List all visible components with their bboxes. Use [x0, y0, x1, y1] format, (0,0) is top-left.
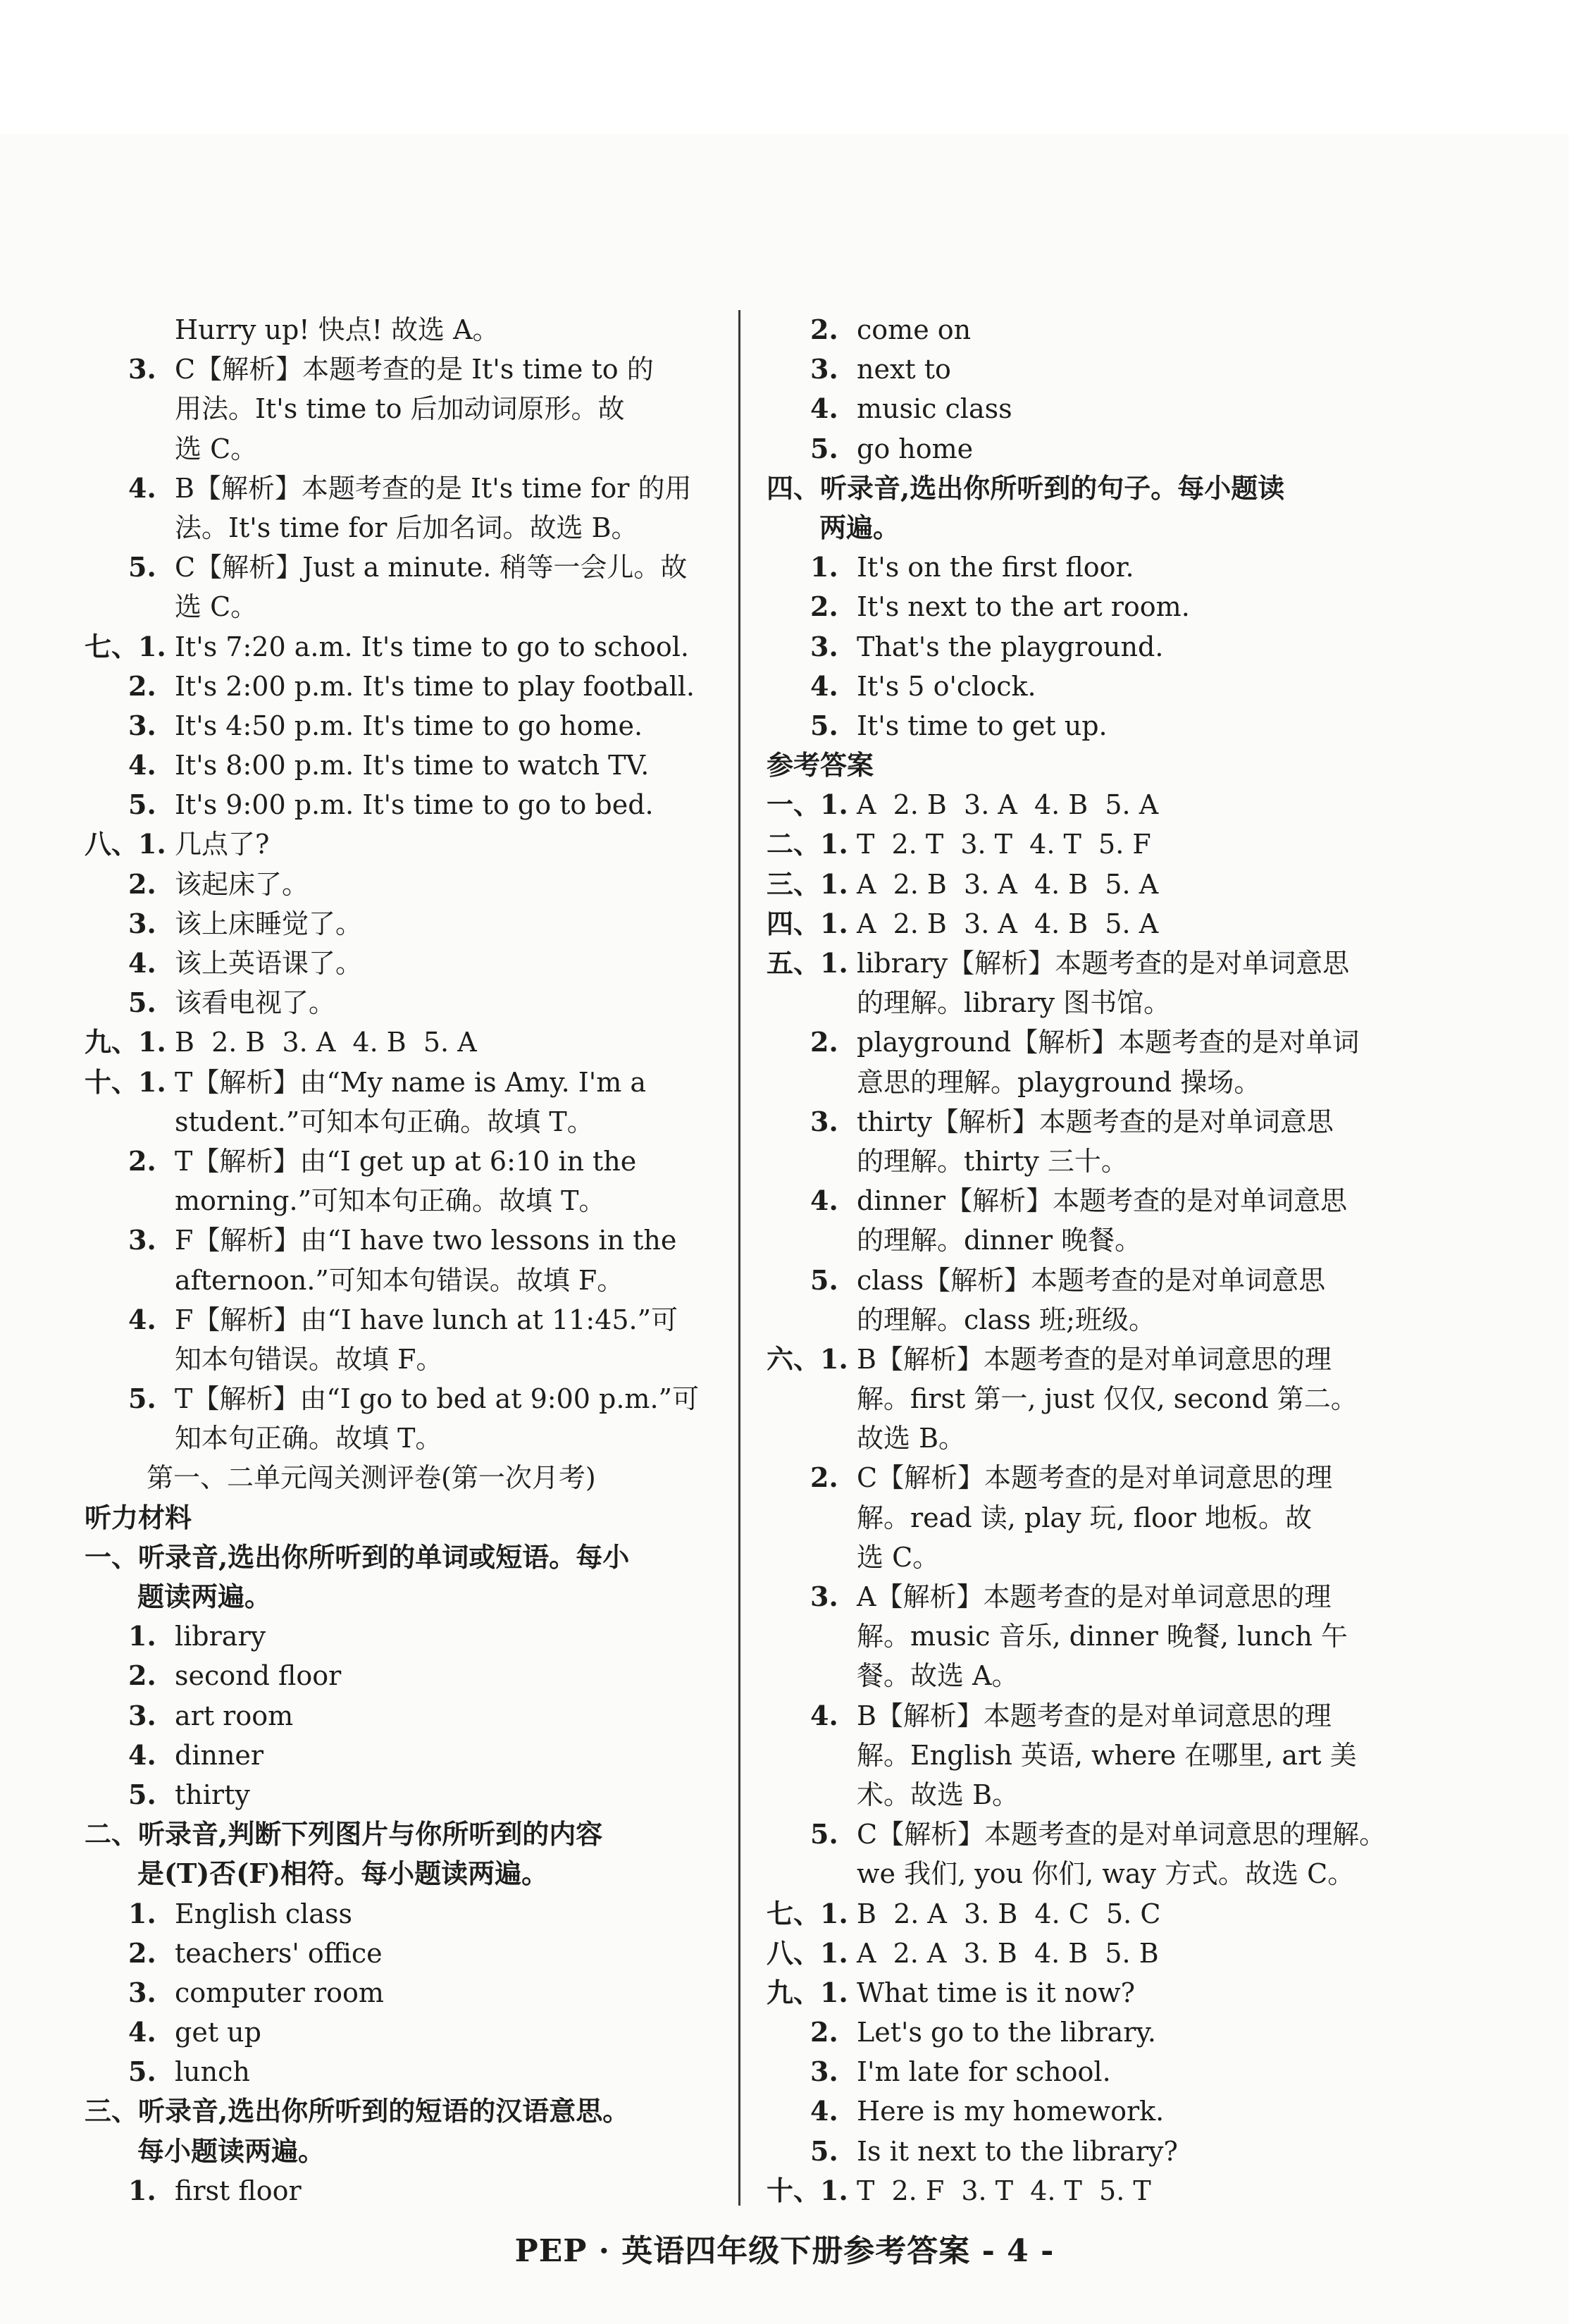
answer-line [767, 865, 1401, 904]
column-divider [738, 310, 740, 2206]
line-text: 一、听录音,选出你所听到的单词或短语。每小 [85, 1540, 630, 1573]
item-number: 4. [810, 393, 838, 425]
line-text: morning.”可知本句正确。故填 T。 [175, 1185, 606, 1217]
item-number: 十、1. [767, 2174, 848, 2206]
line-text: class【解析】本题考查的是对单词意思 [857, 1264, 1326, 1296]
line-text: 该起床了。 [175, 868, 309, 900]
answer-line [85, 904, 719, 944]
item-number: 3. [810, 1105, 838, 1137]
answer-line [85, 1418, 719, 1458]
item-number: 1. [810, 551, 838, 583]
item-number: 2. [810, 314, 838, 345]
item-number: 5. [128, 789, 156, 821]
section-heading [85, 2091, 719, 2131]
item-number: 1. [128, 1620, 156, 1652]
line-text: B【解析】本题考查的是对单词意思的理 [857, 1343, 1332, 1375]
line-text: C【解析】本题考查的是对单词意思的理 [857, 1462, 1333, 1494]
answer-line [85, 824, 719, 864]
line-text: 术。故选 B。 [857, 1779, 1019, 1810]
answer-line [85, 944, 719, 983]
item-number: 2. [810, 2016, 838, 2048]
answer-line [85, 785, 719, 824]
answer-line [767, 667, 1401, 706]
answer-line [767, 1934, 1401, 1973]
answer-line [85, 1894, 719, 1934]
answer-line [767, 785, 1401, 824]
item-number: 八、1. [85, 828, 166, 860]
item-number: 5. [810, 709, 838, 741]
line-text: 的理解。dinner 晚餐。 [857, 1225, 1142, 1256]
item-number: 4. [810, 2095, 838, 2127]
item-number: 2. [128, 669, 156, 702]
line-text: Hurry up! 快点! 故选 A。 [175, 314, 500, 345]
line-text: 三、听录音,选出你所听到的短语的汉语意思。 [85, 2095, 630, 2127]
answer-line [85, 1220, 719, 1260]
answer-line [767, 983, 1401, 1022]
item-number: 5. [810, 2134, 838, 2167]
answer-line [767, 1498, 1401, 1538]
answer-line [85, 1181, 719, 1220]
item-number: 2. [128, 867, 156, 900]
line-text: 的理解。library 图书馆。 [857, 987, 1171, 1019]
line-text: 选 C。 [175, 591, 258, 623]
answer-line [767, 1181, 1401, 1220]
item-number: 4. [128, 947, 156, 979]
line-text: C【解析】本题考查的是 It's time to 的 [175, 354, 654, 385]
item-number: 十、1. [85, 1065, 166, 1098]
line-text: Here is my homework. [857, 2096, 1165, 2127]
line-text: That's the playground. [857, 631, 1164, 662]
item-number: 3. [810, 353, 838, 385]
answer-line [767, 1577, 1401, 1617]
item-number: 2. [128, 1936, 156, 1969]
item-number: 七、1. [767, 1897, 848, 1929]
line-text: 解。music 音乐, dinner 晚餐, lunch 午 [857, 1621, 1348, 1652]
line-text: It's time to get up. [857, 710, 1108, 741]
line-text: I'm late for school. [857, 2056, 1111, 2088]
answer-line [85, 983, 719, 1022]
answer-line [767, 587, 1401, 626]
section-heading [767, 508, 1401, 548]
item-number: 六、1. [767, 1342, 848, 1375]
answer-line [85, 1340, 719, 1379]
item-number: 七、1. [85, 630, 166, 662]
item-number: 5. [128, 1383, 156, 1415]
line-text: It's 9:00 p.m. It's time to go to bed. [175, 789, 654, 821]
answer-line [767, 1102, 1401, 1142]
line-text: T【解析】由“I go to bed at 9:00 p.m.”可 [175, 1383, 699, 1415]
line-text: Is it next to the library? [857, 2135, 1178, 2167]
line-text: A 2. B 3. A 4. B 5. A [857, 908, 1159, 939]
line-text: playground【解析】本题考查的是对单词 [857, 1027, 1360, 1058]
answer-line [85, 2171, 719, 2211]
answer-line [85, 587, 719, 626]
item-number: 1. [128, 2174, 156, 2206]
line-text: student.”可知本句正确。故填 T。 [175, 1106, 594, 1137]
line-text: library【解析】本题考查的是对单词意思 [857, 948, 1350, 979]
line-text: A 2. A 3. B 4. B 5. B [857, 1937, 1159, 1969]
item-number: 3. [128, 1699, 156, 1731]
line-text: first floor [175, 2175, 302, 2206]
line-text: 几点了? [175, 829, 270, 860]
line-text: 二、听录音,判断下列图片与你所听到的内容 [85, 1818, 603, 1850]
answer-line [85, 706, 719, 746]
item-number: 1. [128, 1897, 156, 1929]
item-number: 八、1. [767, 1936, 848, 1969]
answer-line [85, 1775, 719, 1815]
item-number: 4. [128, 1738, 156, 1771]
item-number: 4. [810, 1185, 838, 1217]
item-number: 5. [128, 1778, 156, 1810]
answer-line [767, 2052, 1401, 2091]
item-number: 3. [810, 2056, 838, 2088]
answer-line [85, 1696, 719, 1736]
line-text: go home [857, 433, 974, 464]
line-text: lunch [175, 2056, 250, 2088]
line-text: What time is it now? [857, 1977, 1136, 2008]
answer-line [767, 824, 1401, 864]
line-text: 解。English 英语, where 在哪里, art 美 [857, 1739, 1357, 1771]
item-number: 3. [128, 1224, 156, 1256]
answer-line [767, 2132, 1401, 2171]
line-text: C【解析】本题考查的是对单词意思的理解。 [857, 1819, 1387, 1850]
line-text: 知本句正确。故填 T。 [175, 1423, 442, 1454]
answer-line [767, 706, 1401, 746]
section-heading [85, 1854, 719, 1893]
item-number: 四、1. [767, 907, 848, 939]
line-text: come on [857, 314, 972, 345]
item-number: 2. [810, 1461, 838, 1494]
answer-line [85, 508, 719, 548]
line-text: It's on the first floor. [857, 552, 1134, 583]
section-heading [85, 1498, 719, 1538]
line-text: 用法。It's time to 后加动词原形。故 [175, 393, 625, 425]
item-number: 3. [810, 630, 838, 662]
answer-line [767, 1656, 1401, 1695]
line-text: we 我们, you 你们, way 方式。故选 C。 [857, 1858, 1355, 1890]
line-text: 的理解。thirty 三十。 [857, 1145, 1128, 1177]
item-number: 三、1. [767, 867, 848, 900]
line-text: It's 5 o'clock. [857, 670, 1036, 702]
right-column [767, 310, 1401, 2211]
line-text: B 2. B 3. A 4. B 5. A [175, 1027, 477, 1058]
line-text: 是(T)否(F)相符。每小题读两遍。 [137, 1858, 549, 1890]
answer-line [85, 1379, 719, 1418]
answer-line [85, 1142, 719, 1181]
line-text: It's 2:00 p.m. It's time to play football. [175, 670, 695, 702]
section-heading [767, 469, 1401, 508]
answer-line [767, 1854, 1401, 1893]
answer-line [85, 1736, 719, 1775]
answer-line [767, 429, 1401, 469]
answer-line [767, 1340, 1401, 1379]
item-number: 2. [810, 1026, 838, 1058]
line-text: 四、听录音,选出你所听到的句子。每小题读 [767, 471, 1285, 504]
answer-line [85, 350, 719, 389]
line-text: 该看电视了。 [175, 987, 336, 1019]
line-text: 该上英语课了。 [175, 948, 363, 979]
line-text: next to [857, 354, 951, 385]
answer-line [767, 1458, 1401, 1497]
item-number: 4. [128, 2016, 156, 2048]
item-number: 一、1. [767, 789, 848, 821]
line-text: 该上床睡觉了。 [175, 908, 363, 939]
answer-line [85, 1261, 719, 1300]
answer-line [767, 1973, 1401, 2013]
line-text: It's 7:20 a.m. It's time to go to school. [175, 631, 689, 662]
answer-line [767, 1379, 1401, 1418]
item-number: 5. [810, 432, 838, 464]
answer-line [85, 389, 719, 428]
line-text: 选 C。 [857, 1541, 940, 1573]
line-text: second floor [175, 1660, 342, 1692]
line-text: C【解析】Just a minute. 稍等一会儿。故 [175, 552, 688, 583]
line-text: 故选 B。 [857, 1423, 966, 1454]
line-text: T【解析】由“I get up at 6:10 in the [175, 1145, 637, 1177]
item-number: 5. [128, 2056, 156, 2088]
answer-line [767, 1063, 1401, 1102]
answer-line [767, 1022, 1401, 1062]
item-number: 3. [128, 353, 156, 385]
answer-line [85, 1022, 719, 1062]
line-text: art room [175, 1700, 294, 1731]
line-text: dinner【解析】本题考查的是对单词意思 [857, 1185, 1348, 1217]
line-text: 意思的理解。playground 操场。 [857, 1066, 1261, 1098]
line-text: computer room [175, 1977, 384, 2008]
section-heading [85, 1538, 719, 1577]
line-text: 法。It's time for 后加名词。故选 B。 [175, 512, 638, 543]
section-heading [85, 1577, 719, 1617]
answer-line [767, 1142, 1401, 1181]
answer-line [767, 548, 1401, 587]
answer-line [85, 1300, 719, 1340]
line-text: 解。read 读, play 玩, floor 地板。故 [857, 1502, 1313, 1533]
item-number: 5. [128, 987, 156, 1019]
answer-line [85, 2013, 719, 2052]
answer-line [767, 1736, 1401, 1775]
answer-line [767, 1696, 1401, 1736]
line-text: A【解析】本题考查的是对单词意思的理 [857, 1581, 1332, 1612]
item-number: 4. [810, 1699, 838, 1731]
answer-line [767, 627, 1401, 667]
line-text: 的理解。class 班;班级。 [857, 1304, 1155, 1335]
answer-line [85, 2052, 719, 2091]
answer-line [767, 1815, 1401, 1854]
answer-line [767, 2013, 1401, 2052]
answer-line [767, 2091, 1401, 2131]
line-text: It's 8:00 p.m. It's time to watch TV. [175, 750, 650, 781]
line-text: thirty [175, 1779, 250, 1810]
line-text: 听力材料 [85, 1501, 192, 1533]
line-text: English class [175, 1898, 352, 1929]
item-number: 4. [128, 749, 156, 781]
item-number: 九、1. [85, 1026, 166, 1058]
line-text: music class [857, 393, 1012, 425]
line-text: 知本句错误。故填 F。 [175, 1343, 443, 1375]
line-text: A 2. B 3. A 4. B 5. A [857, 868, 1159, 900]
line-text: 参考答案 [767, 749, 874, 781]
line-text: teachers' office [175, 1937, 383, 1969]
item-number: 3. [128, 709, 156, 741]
item-number: 3. [810, 1581, 838, 1612]
line-text: F【解析】由“I have lunch at 11:45.”可 [175, 1304, 678, 1335]
line-text: thirty【解析】本题考查的是对单词意思 [857, 1106, 1334, 1137]
answer-line [767, 1220, 1401, 1260]
answer-line [85, 1617, 719, 1656]
answer-line [85, 310, 719, 350]
line-text: 第一、二单元闯关测评卷(第一次月考) [147, 1462, 596, 1494]
answer-line [767, 1300, 1401, 1340]
answer-line [85, 865, 719, 904]
item-number: 5. [810, 1263, 838, 1296]
answer-line [767, 2171, 1401, 2211]
item-number: 4. [128, 1303, 156, 1335]
answer-line [767, 944, 1401, 983]
answer-line [85, 1934, 719, 1973]
answer-line [767, 1775, 1401, 1815]
item-number: 二、1. [767, 828, 848, 860]
line-text: B【解析】本题考查的是 It's time for 的用 [175, 472, 692, 504]
item-number: 5. [128, 551, 156, 583]
answer-line [85, 746, 719, 785]
line-text: 题读两遍。 [137, 1581, 272, 1612]
line-text: F【解析】由“I have two lessons in the [175, 1225, 677, 1256]
answer-line [85, 1973, 719, 2013]
line-text: Let's go to the library. [857, 2017, 1156, 2048]
line-text: 两遍。 [819, 511, 900, 543]
answer-line [767, 389, 1401, 428]
line-text: T 2. T 3. T 4. T 5. F [857, 829, 1151, 860]
answer-line [767, 1894, 1401, 1934]
answer-line [767, 1617, 1401, 1656]
item-number: 3. [128, 1976, 156, 2008]
item-number: 九、1. [767, 1976, 848, 2008]
item-number: 2. [810, 591, 838, 623]
section-heading [85, 2132, 719, 2171]
line-text: B 2. A 3. B 4. C 5. C [857, 1898, 1161, 1929]
item-number: 4. [128, 471, 156, 504]
answer-line [767, 904, 1401, 944]
answer-line [85, 469, 719, 508]
line-text: 选 C。 [175, 433, 258, 464]
answer-line [767, 1418, 1401, 1458]
item-number: 5. [810, 1818, 838, 1850]
line-text: T【解析】由“My name is Amy. I'm a [175, 1066, 646, 1098]
line-text: 解。first 第一, just 仅仅, second 第二。 [857, 1383, 1358, 1415]
answer-line [767, 350, 1401, 389]
line-text: dinner [175, 1739, 264, 1771]
line-text: 餐。故选 A。 [857, 1660, 1019, 1692]
line-text: It's 4:50 p.m. It's time to go home. [175, 710, 643, 741]
line-text: afternoon.”可知本句错误。故填 F。 [175, 1264, 624, 1296]
answer-line [85, 548, 719, 587]
answer-line [85, 1063, 719, 1102]
page-top-margin [0, 0, 1569, 134]
answer-line [85, 1656, 719, 1695]
item-number: 2. [128, 1144, 156, 1177]
answer-line [85, 1458, 719, 1497]
item-number: 五、1. [767, 947, 848, 979]
section-heading [85, 1815, 719, 1854]
line-text: It's next to the art room. [857, 591, 1190, 623]
left-column [85, 310, 719, 2211]
answer-line [767, 310, 1401, 350]
answer-line [85, 1102, 719, 1142]
line-text: A 2. B 3. A 4. B 5. A [857, 789, 1159, 821]
line-text: T 2. F 3. T 4. T 5. T [857, 2175, 1151, 2206]
page-footer: PEP · 英语四年级下册参考答案 - 4 - [514, 2233, 1055, 2269]
item-number: 3. [128, 907, 156, 939]
answer-line [85, 627, 719, 667]
line-text: get up [175, 2017, 261, 2048]
section-heading [767, 746, 1401, 785]
answer-line [767, 1261, 1401, 1300]
line-text: 每小题读两遍。 [137, 2134, 325, 2167]
line-text: B【解析】本题考查的是对单词意思的理 [857, 1700, 1332, 1731]
answer-line [85, 667, 719, 706]
answer-line [85, 429, 719, 469]
item-number: 2. [128, 1659, 156, 1692]
answer-line [767, 1538, 1401, 1577]
item-number: 4. [810, 669, 838, 702]
line-text: library [175, 1621, 266, 1652]
